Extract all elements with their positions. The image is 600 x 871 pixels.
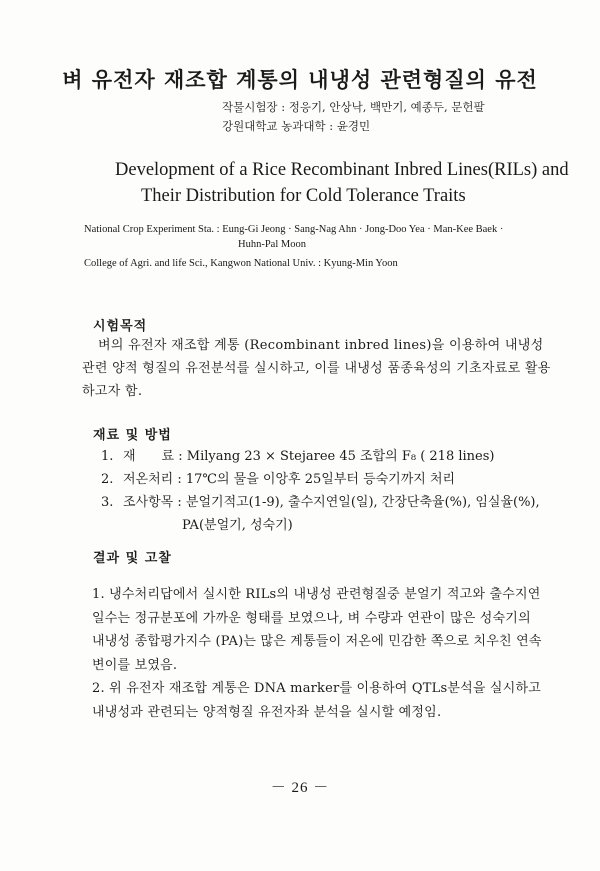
method-item-label: 저온처리 [123,472,174,487]
results-body [92,583,544,725]
affiliation-line2: College of Agri. and life Sci., Kangwon National Univ. : Kyung-Min Yoon [84,258,398,269]
method-item-text: 17℃의 물을 이앙후 25일부터 등숙기까지 처리 [185,472,456,487]
method-item-3: 3. 조사항목 : 분얼기적고(1-9), 출수지연일(일), 간장단축율(%), 임실율(%), [101,495,540,510]
method-item-text: 분얼기적고(1-9), 출수지연일(일), 간장단축율(%), 임실율(%), [185,495,540,510]
section-heading-methods: 재료 및 방법 [93,428,172,443]
results-paragraph-1: 1. 냉수처리답에서 실시한 RILs의 내냉성 관련형질중 분얼기 적고와 출수지연일수는 정규분포에 가까운 형태를 보였으나, 벼 수량과 연관이 많은 성숙기의 내냉성 종합평가지수 (PA)는 많은 계통들이 저온에 민감한 쪽으로 치우친 연속변이를 보였음. [92,587,542,673]
section-heading-results: 결과 및 고찰 [93,551,172,566]
korean-title: 벼 유전자 재조합 계통의 내냉성 관련형질의 유전 [62,67,538,92]
korean-authors-line1: 작물시험장 : 정응기, 안상낙, 백만기, 예종두, 문헌팔 [222,100,485,114]
results-paragraph-2: 2. 위 유전자 재조합 계통은 DNA marker를 이용하여 QTLs분석을 실시하고 내냉성과 관련되는 양적형질 유전자좌 분석을 실시할 예정임. [92,681,541,720]
english-title-line1: Development of a Rice Recombinant Inbred Lines(RILs) and [115,160,569,180]
affiliation-line1-continued: Huhn-Pal Moon [238,239,306,250]
korean-authors-line2: 강원대학교 농과대학 : 윤경민 [222,119,371,133]
method-item-label: 조사항목 [123,495,174,510]
method-item-label: 재 료 [123,449,175,464]
method-item-2: 2. 저온처리 : 17℃의 물을 이앙후 25일부터 등숙기까지 처리 [101,472,456,487]
section-heading-purpose: 시험목적 [93,319,148,334]
method-item-text: Milyang 23 × Stejaree 45 조합의 F₈ ( 218 lines) [186,449,495,464]
method-item-3-continued: PA(분얼기, 성숙기) [182,518,293,533]
method-item-1: 1. 재 료 : Milyang 23 × Stejaree 45 조합의 F₈ ( 218 lines) [101,449,495,464]
english-title-line2: Their Distribution for Cold Tolerance Traits [141,186,466,206]
purpose-paragraph: 벼의 유전자 재조합 계통 (Recombinant inbred lines)을 이용하여 내냉성관련 양적 형질의 유전분석를 실시하고, 이를 내냉성 품종육성의 기초자료로 활용하고자 함. [82,338,551,399]
page-number: － 26 － [270,780,330,796]
method-item-number: 2. [101,472,114,487]
method-item-number: 1. [101,449,114,464]
affiliation-line1: National Crop Experiment Sta. : Eung-Gi Jeong · Sang-Nag Ahn · Jong-Doo Yea · Man-Kee Baek · [84,224,504,235]
method-item-number: 3. [101,495,114,510]
